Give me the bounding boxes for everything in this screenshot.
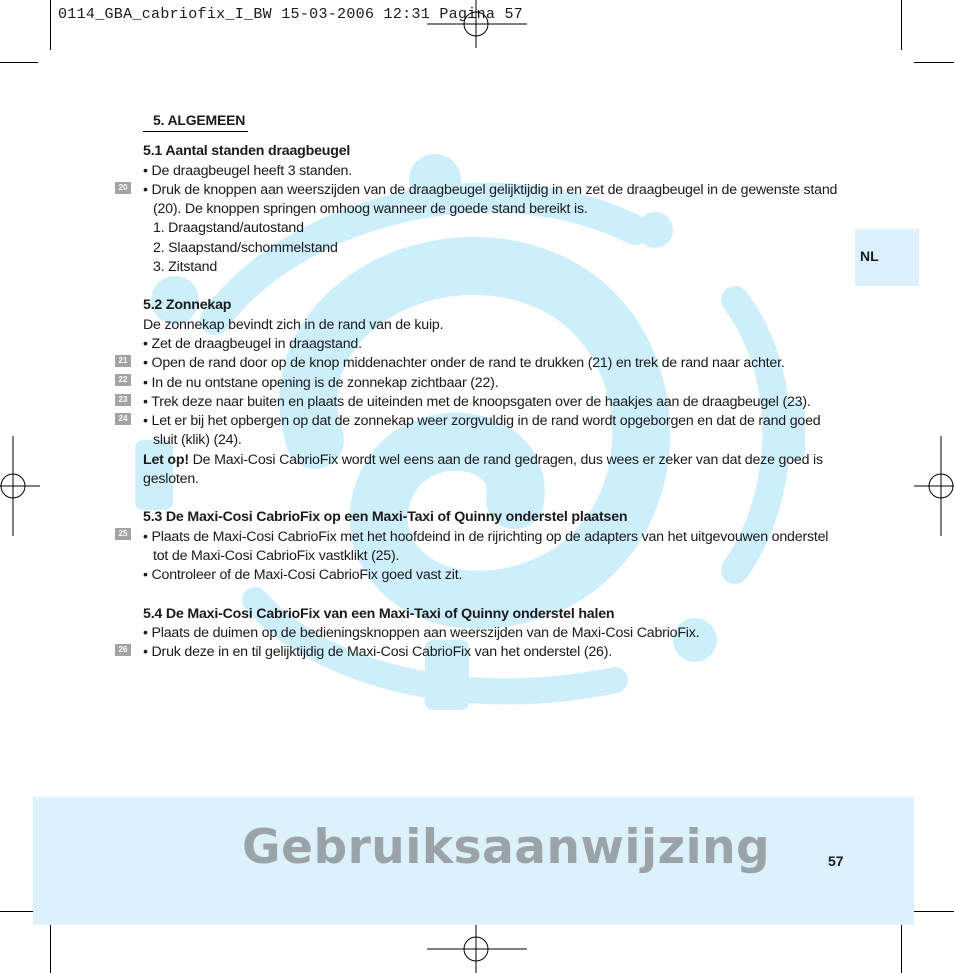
list-item: • De draagbeugel heeft 3 standen. xyxy=(143,162,352,179)
warning-text: De Maxi-Cosi CabrioFix wordt wel eens aan de rand gedragen, dus wees er zeker van dat deze goed is gesloten. xyxy=(143,451,823,488)
crop-mark xyxy=(901,0,902,50)
registration-mark-left-icon xyxy=(0,436,40,536)
registration-mark-right-icon xyxy=(914,436,954,536)
crop-mark xyxy=(50,925,51,973)
subsection-heading: 5.1 Aantal standen draagbeugel xyxy=(143,143,351,160)
subsection-heading: 5.4 De Maxi-Cosi CabrioFix van een Maxi-Taxi of Quinny onderstel halen xyxy=(143,605,615,622)
instructions-body xyxy=(143,111,843,662)
list-item: • Open de rand door op de knop middenachter onder de rand te drukken (21) en trek de rand naar achter. xyxy=(143,355,785,372)
list-item: • Druk deze in en til gelijktijdig de Maxi-Cosi CabrioFix van het onderstel (26). xyxy=(143,644,612,661)
list-item: • Trek deze naar buiten en plaats de uiteinden met de knoopsgaten over de haakjes aan de draagbeugel (23). xyxy=(143,393,811,410)
crop-mark xyxy=(914,62,954,63)
position-item: 1. Draagstand/autostand xyxy=(153,220,304,237)
page-number: 57 xyxy=(828,853,844,869)
section-title: 5. ALGEMEEN xyxy=(153,112,246,128)
paragraph: De zonnekap bevindt zich in de rand van de kuip. xyxy=(143,316,444,333)
figure-marker: 25 xyxy=(115,528,131,540)
footer-title: Gebruiksaanwijzing xyxy=(242,820,771,875)
figure-marker: 21 xyxy=(115,355,131,367)
figure-marker: 26 xyxy=(115,644,131,656)
position-item: 2. Slaapstand/schommelstand xyxy=(153,239,338,256)
subsection-heading: 5.2 Zonnekap xyxy=(143,297,232,314)
list-item: • Druk de knoppen aan weerszijden van de draagbeugel gelijktijdig in en zet de draagbeugel in de gewenste stand (20). De knoppen springen omhoog wanneer de goede stand bereikt is. xyxy=(143,181,838,218)
figure-marker: 23 xyxy=(115,394,131,406)
figure-marker: 20 xyxy=(115,182,131,194)
crop-mark xyxy=(901,925,902,973)
crop-mark xyxy=(914,911,954,912)
crop-mark xyxy=(50,0,51,50)
position-item: 3. Zitstand xyxy=(153,259,218,276)
print-slug: 0114_GBA_cabriofix_I_BW 15-03-2006 12:31 Pagina 57 xyxy=(58,6,524,23)
figure-marker: 22 xyxy=(115,374,131,386)
list-item: • Plaats de duimen op de bedieningsknoppen aan weerszijden van de Maxi-Cosi CabrioFix. xyxy=(143,624,700,641)
warning-label: Let op! xyxy=(143,451,189,468)
list-item: • Controleer of de Maxi-Cosi CabrioFix goed vast zit. xyxy=(143,567,463,584)
list-item: • Zet de draagbeugel in draagstand. xyxy=(143,335,362,352)
registration-mark-bottom-icon xyxy=(427,925,527,973)
list-item: • Let er bij het opbergen op dat de zonnekap weer zorgvuldig in de rand wordt opgeborgen en dat de rand goed sluit (klik) (24). xyxy=(143,413,821,449)
warning-paragraph xyxy=(143,451,843,490)
subsection-heading: 5.3 De Maxi-Cosi CabrioFix op een Maxi-Taxi of Quinny onderstel plaatsen xyxy=(143,509,628,526)
language-label: NL xyxy=(860,248,879,264)
crop-mark xyxy=(0,62,38,63)
list-item: • Plaats de Maxi-Cosi CabrioFix met het hoofdeind in de rijrichting op de adapters van het uitgevouwen onderstel tot de Maxi-Cosi CabrioFix vastklikt (25). xyxy=(143,528,829,564)
figure-marker: 24 xyxy=(115,413,131,425)
list-item: • In de nu ontstane opening is de zonnekap zichtbaar (22). xyxy=(143,374,499,391)
